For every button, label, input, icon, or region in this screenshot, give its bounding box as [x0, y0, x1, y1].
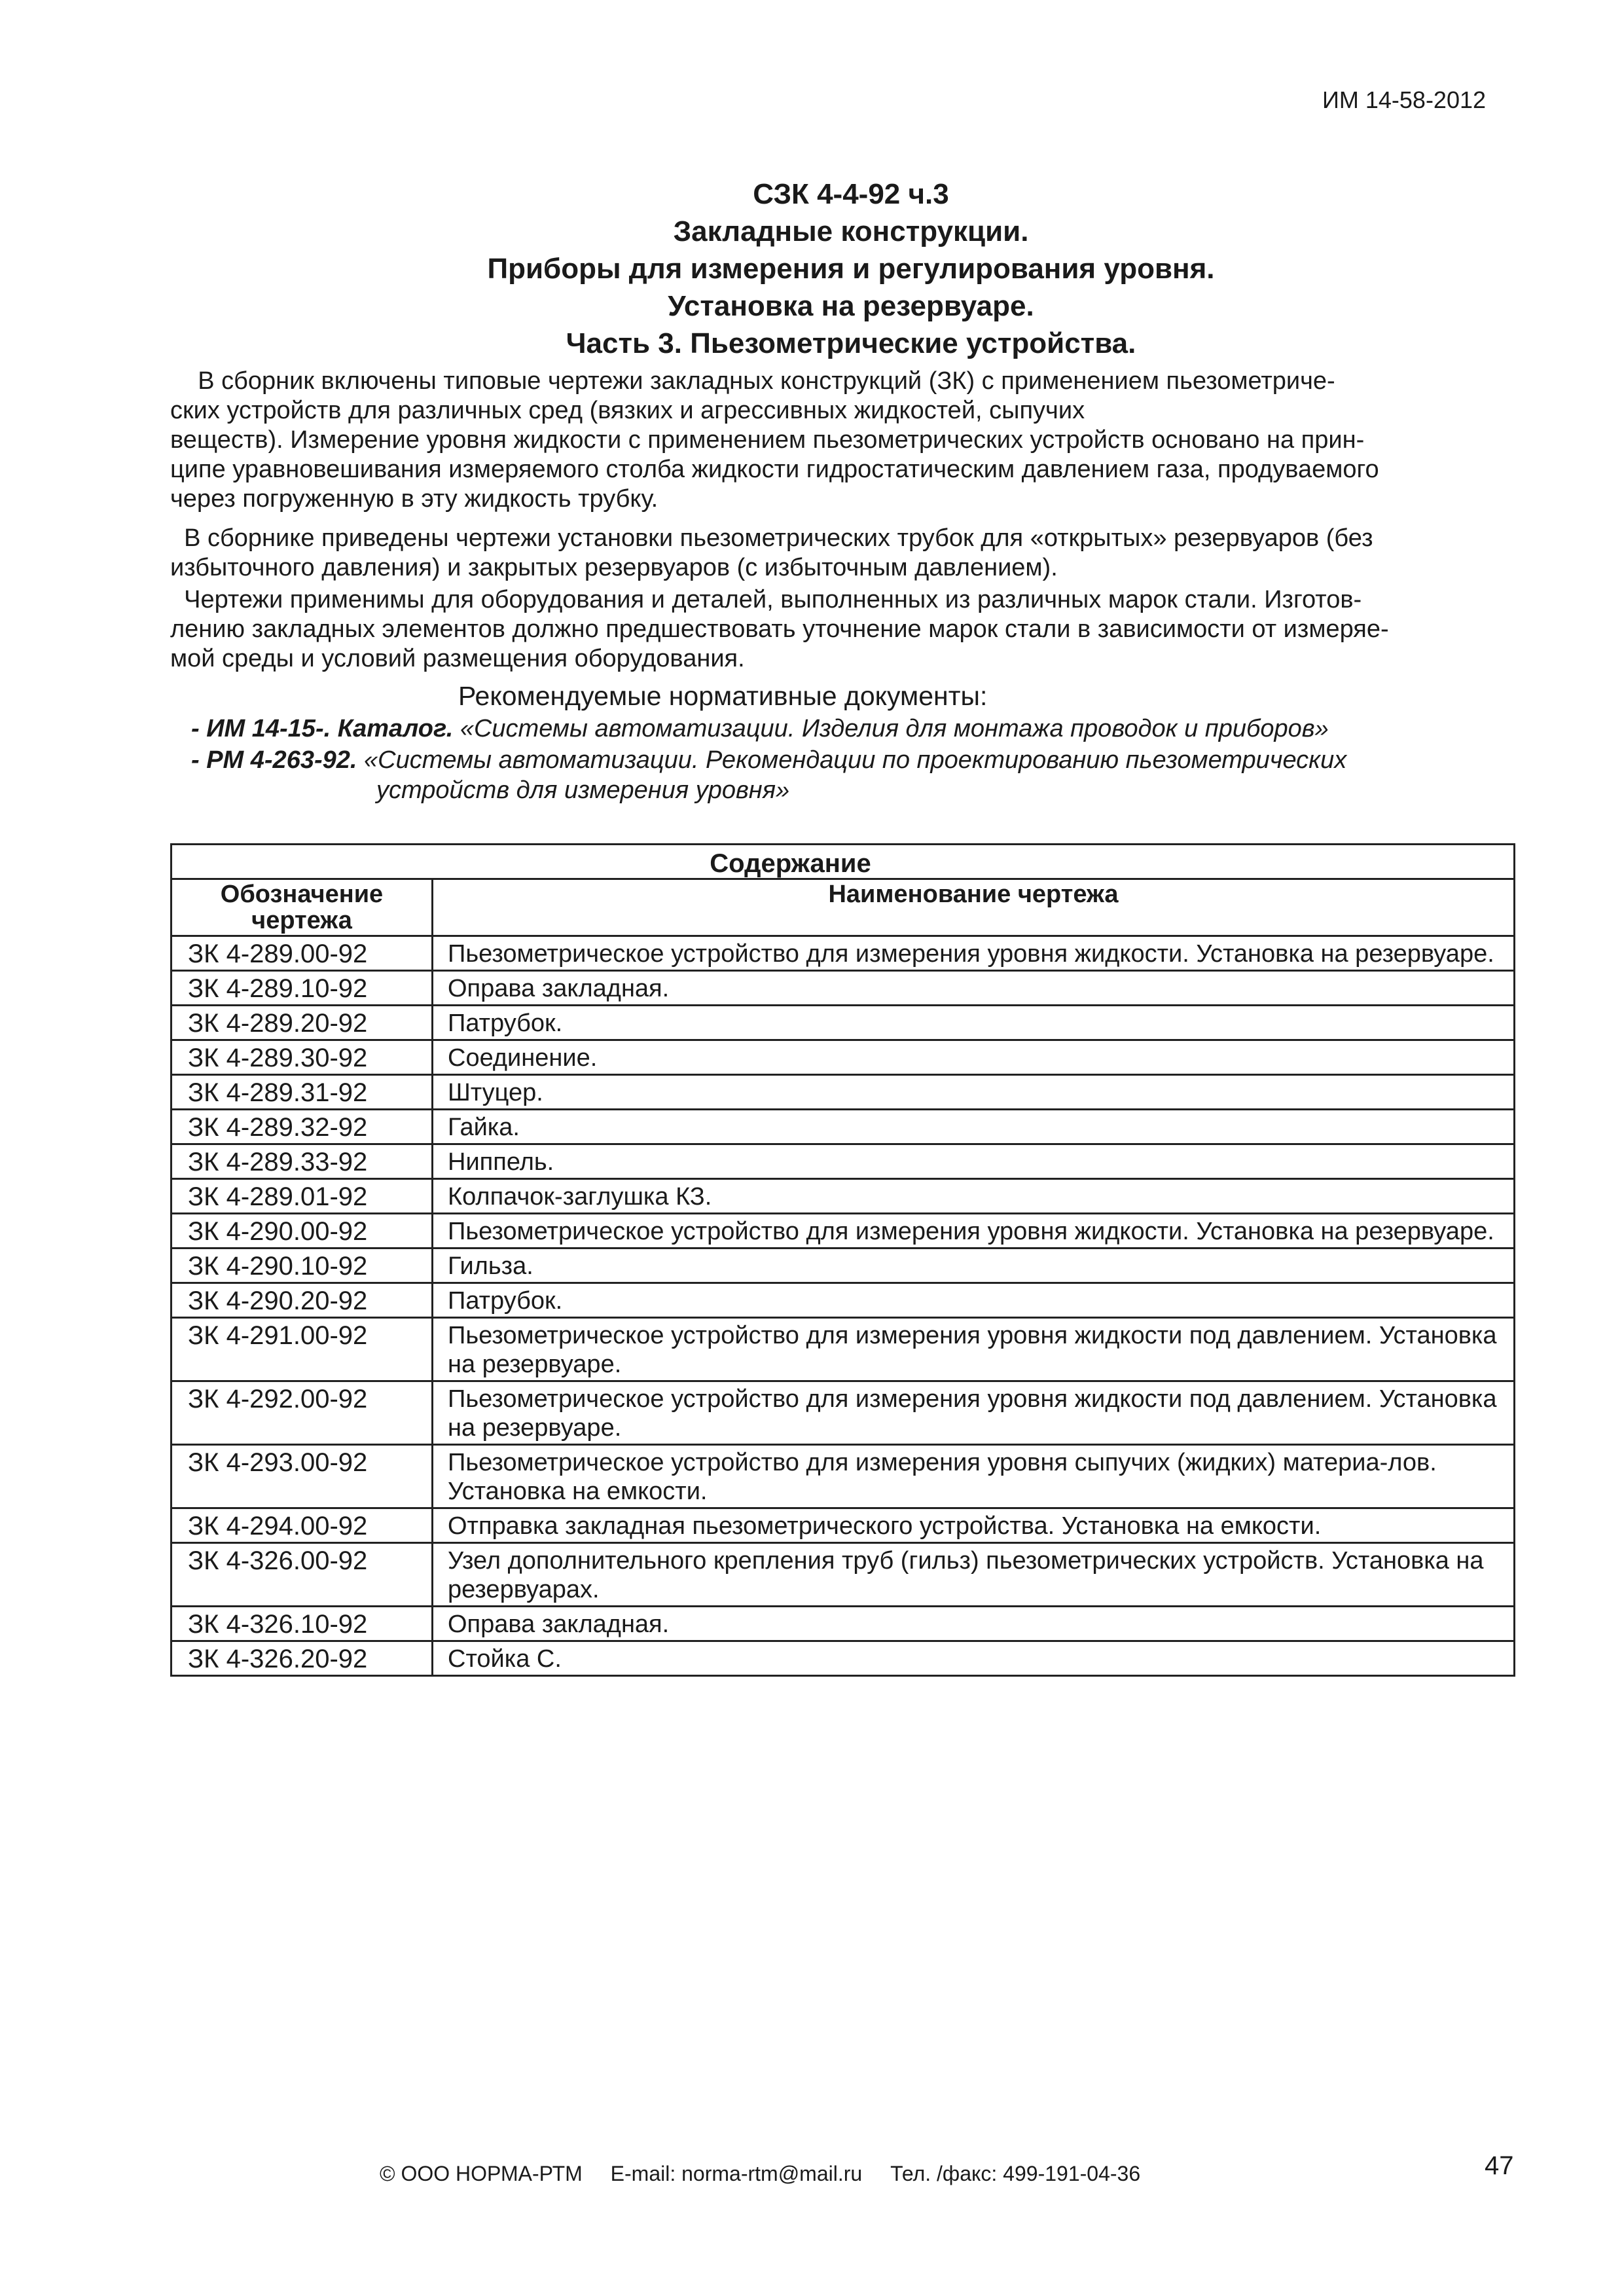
table-row	[171, 1040, 1515, 1075]
text-line: лению закладных элементов должно предшествовать уточнение марок стали в зависимости от измеряе-	[170, 615, 1389, 643]
table-row	[171, 1445, 1515, 1508]
drawing-name: Пьезометрическое устройство для измерения уровня сыпучих (жидких) материа-лов. Установка на емкости.	[433, 1445, 1515, 1508]
drawing-code: ЗК 4-293.00-92	[171, 1445, 433, 1508]
drawing-code: ЗК 4-289.20-92	[171, 1006, 433, 1040]
text-line: через погруженную в эту жидкость трубку.	[170, 485, 659, 513]
drawing-code: ЗК 4-294.00-92	[171, 1508, 433, 1543]
drawing-name: Оправа закладная.	[433, 1607, 1515, 1641]
intro-paragraph-3	[170, 585, 1538, 674]
drawing-name: Пьезометрическое устройство для измерения уровня жидкости под давлением. Установка на резервуаре.	[433, 1381, 1515, 1445]
title-line-3: Приборы для измерения и регулирования уровня.	[487, 253, 1215, 285]
drawing-code: ЗК 4-289.00-92	[171, 936, 433, 971]
drawing-name: Патрубок.	[433, 1283, 1515, 1318]
contents-table	[170, 843, 1515, 1677]
drawing-name: Отправка закладная пьезометрического устройства. Установка на емкости.	[433, 1508, 1515, 1543]
drawing-code: ЗК 4-290.20-92	[171, 1283, 433, 1318]
drawing-name: Штуцер.	[433, 1075, 1515, 1110]
title-line-2: Закладные конструкции.	[673, 215, 1029, 247]
drawing-code: ЗК 4-289.01-92	[171, 1179, 433, 1214]
table-row	[171, 1179, 1515, 1214]
contents-title-text: Содержание	[710, 849, 871, 878]
table-row	[171, 1607, 1515, 1641]
intro-paragraph-2	[170, 524, 1538, 583]
drawing-name: Колпачок-заглушка КЗ.	[433, 1179, 1515, 1214]
drawing-code: ЗК 4-290.10-92	[171, 1248, 433, 1283]
table-row	[171, 1075, 1515, 1110]
drawing-name: Ниппель.	[433, 1144, 1515, 1179]
footer-company: © ООО НОРМА-РТМ	[380, 2162, 583, 2185]
table-row	[171, 1508, 1515, 1543]
title-block	[327, 175, 1375, 362]
drawing-code: ЗК 4-289.33-92	[171, 1144, 433, 1179]
reference-text: «Системы автоматизации. Изделия для монтажа проводок и приборов»	[453, 715, 1329, 742]
reference-code: - РМ 4-263-92.	[191, 746, 357, 774]
drawing-name: Соединение.	[433, 1040, 1515, 1075]
drawing-name: Оправа закладная.	[433, 971, 1515, 1006]
drawing-code: ЗК 4-291.00-92	[171, 1318, 433, 1381]
contents-title	[171, 845, 1515, 879]
footer	[380, 2162, 1163, 2186]
drawing-name: Гильза.	[433, 1248, 1515, 1283]
column-header-code: Обозначение чертежа	[171, 879, 433, 936]
text-line: В сборник включены типовые чертежи закладных конструкций (ЗК) с применением пьезометриче-	[170, 367, 1335, 395]
drawing-name: Патрубок.	[433, 1006, 1515, 1040]
drawing-code: ЗК 4-290.00-92	[171, 1214, 433, 1248]
text-line: веществ). Измерение уровня жидкости с применением пьезометрических устройств основано на прин-	[170, 426, 1365, 454]
table-row	[171, 1006, 1515, 1040]
table-row	[171, 1144, 1515, 1179]
intro-paragraph-1	[170, 367, 1538, 514]
drawing-code: ЗК 4-289.32-92	[171, 1110, 433, 1144]
footer-email: E-mail: norma-rtm@mail.ru	[610, 2162, 863, 2185]
drawing-code: ЗК 4-289.30-92	[171, 1040, 433, 1075]
text-line: мой среды и условий размещения оборудования.	[170, 645, 745, 672]
drawing-code: ЗК 4-326.00-92	[171, 1543, 433, 1607]
table-row	[171, 1318, 1515, 1381]
table-row	[171, 1283, 1515, 1318]
reference-continuation: устройств для измерения уровня»	[376, 776, 790, 804]
contents-body	[171, 936, 1515, 1676]
drawing-name: Пьезометрическое устройство для измерения уровня жидкости. Установка на резервуаре.	[433, 936, 1515, 971]
document-code: ИМ 14-58-2012	[1322, 86, 1487, 113]
recommended-heading: Рекомендуемые нормативные документы:	[458, 681, 988, 711]
title-line-4: Установка на резервуаре.	[668, 290, 1034, 322]
drawing-name: Пьезометрическое устройство для измерения уровня жидкости под давлением. Установка на резервуаре.	[433, 1318, 1515, 1381]
drawing-code: ЗК 4-289.10-92	[171, 971, 433, 1006]
table-row	[171, 1381, 1515, 1445]
drawing-name: Пьезометрическое устройство для измерения уровня жидкости. Установка на резервуаре.	[433, 1214, 1515, 1248]
table-row	[171, 1214, 1515, 1248]
drawing-code: ЗК 4-292.00-92	[171, 1381, 433, 1445]
title-series: СЗК 4-4-92 ч.3	[753, 178, 949, 210]
drawing-code: ЗК 4-326.20-92	[171, 1641, 433, 1676]
text-line: ципе уравновешивания измеряемого столба жидкости гидростатическим давлением газа, продуваемого	[170, 456, 1379, 483]
table-row	[171, 1641, 1515, 1676]
title-part: Часть 3. Пьезометрические устройства.	[566, 327, 1136, 359]
table-row	[171, 1248, 1515, 1283]
text-line: В сборнике приведены чертежи установки пьезометрических трубок для «открытых» резервуаров (без	[170, 524, 1373, 552]
drawing-name: Узел дополнительного крепления труб (гильз) пьезометрических устройств. Установка на резервуарах.	[433, 1543, 1515, 1607]
reference-item	[191, 715, 1329, 743]
reference-text: «Системы автоматизации. Рекомендации по проектированию пьезометрических	[357, 746, 1347, 774]
drawing-code: ЗК 4-326.10-92	[171, 1607, 433, 1641]
reference-item	[191, 746, 1346, 774]
footer-phone: Тел. /факс: 499-191-04-36	[890, 2162, 1141, 2185]
table-row	[171, 971, 1515, 1006]
text-line: Чертежи применимы для оборудования и деталей, выполненных из различных марок стали. Изготов-	[170, 586, 1362, 613]
text-line: избыточного давления) и закрытых резервуаров (с избыточным давлением).	[170, 554, 1058, 581]
page-number: 47	[1485, 2151, 1514, 2180]
drawing-name: Стойка С.	[433, 1641, 1515, 1676]
table-row	[171, 936, 1515, 971]
drawing-code: ЗК 4-289.31-92	[171, 1075, 433, 1110]
text-line: ских устройств для различных сред (вязких и агрессивных жидкостей, сыпучих	[170, 397, 1085, 424]
drawing-name: Гайка.	[433, 1110, 1515, 1144]
column-header-name: Наименование чертежа	[433, 879, 1515, 936]
table-row	[171, 1543, 1515, 1607]
table-row	[171, 1110, 1515, 1144]
reference-code: - ИМ 14-15-. Каталог.	[191, 715, 454, 742]
